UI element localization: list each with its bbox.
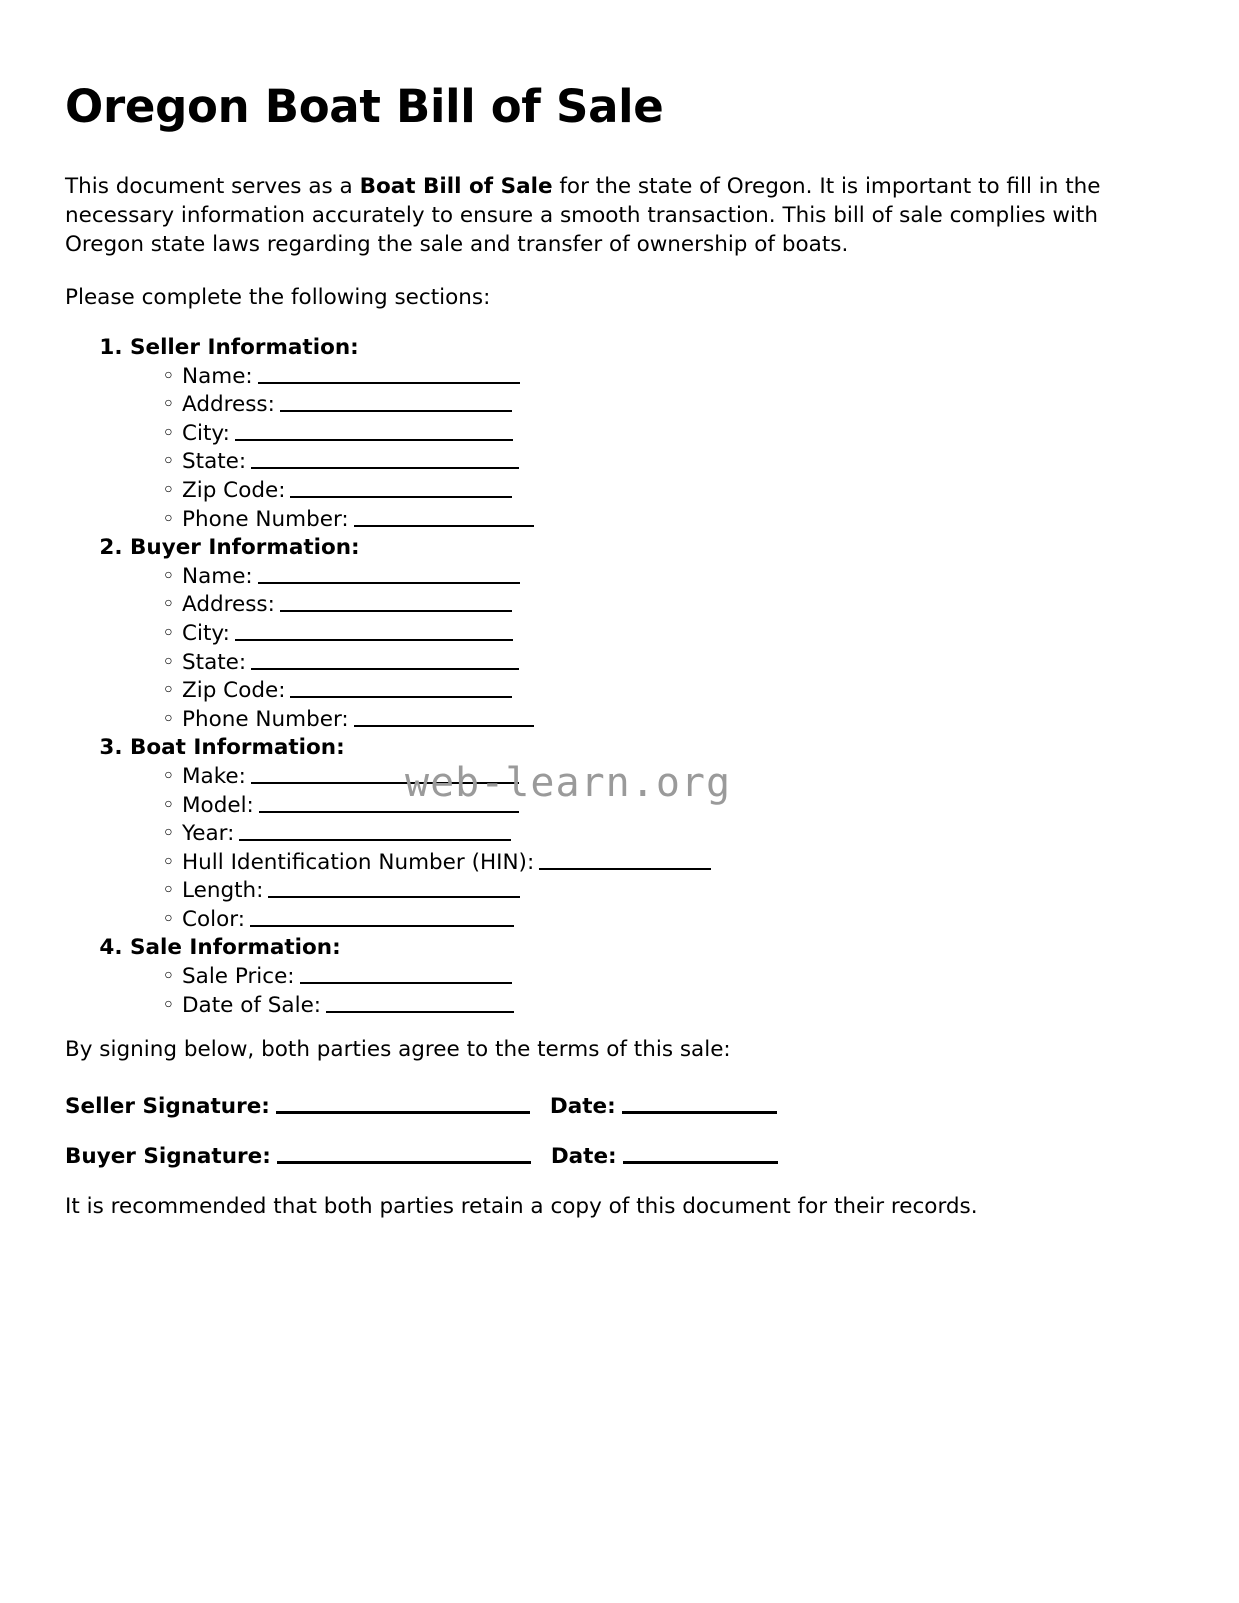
date-blank-line[interactable]: [622, 1094, 777, 1114]
field-row: [162, 763, 711, 792]
section-title: Sale Information:: [130, 935, 341, 961]
field-row: [162, 391, 711, 420]
field-blank-line[interactable]: [235, 621, 513, 641]
signature-blank-line[interactable]: [277, 1144, 531, 1164]
footer-note: It is recommended that both parties retain a copy of this document for their records.: [65, 1194, 978, 1219]
section-title: Seller Information:: [130, 335, 359, 360]
field-blank-line[interactable]: [354, 707, 534, 727]
field-label: Zip Code:: [182, 477, 286, 503]
field-row: [162, 963, 711, 992]
by-signing-text: By signing below, both parties agree to the terms of this sale:: [65, 1037, 731, 1062]
field-row: [162, 563, 711, 592]
field-blank-line[interactable]: [300, 964, 512, 984]
field-blank-line[interactable]: [251, 650, 519, 670]
field-label: Model:: [182, 792, 254, 818]
field-label: City:: [182, 420, 230, 446]
section-item: [130, 534, 711, 734]
field-blank-line[interactable]: [235, 421, 513, 441]
field-row: [162, 677, 711, 706]
sections-list: [98, 334, 711, 1020]
date-blank-line[interactable]: [623, 1144, 778, 1164]
section-item: [130, 334, 711, 534]
field-list: [130, 763, 711, 935]
watermark-text: web-learn.org: [405, 760, 732, 806]
field-row: [162, 706, 711, 735]
field-label: Zip Code:: [182, 678, 286, 704]
field-label: Hull Identification Number (HIN):: [182, 849, 535, 875]
signature-label: Seller Signature:: [65, 1094, 270, 1119]
field-label: Date of Sale:: [182, 992, 322, 1018]
field-blank-line[interactable]: [354, 507, 534, 527]
signature-blank-line[interactable]: [276, 1094, 530, 1114]
field-row: [162, 877, 711, 906]
field-row: [162, 363, 711, 392]
field-list: [130, 963, 711, 1020]
seller-signature-row: [65, 1092, 783, 1121]
field-row: [162, 620, 711, 649]
section-title: Buyer Information:: [130, 535, 360, 561]
intro-text-before: This document serves as a: [65, 174, 360, 199]
field-label: Phone Number:: [182, 506, 349, 532]
field-label: Color:: [182, 906, 245, 932]
intro-paragraph: [65, 172, 1140, 259]
buyer-signature-row: [65, 1142, 784, 1171]
field-label: Name:: [182, 363, 253, 389]
field-label: Make:: [182, 763, 246, 789]
field-label: State:: [182, 649, 247, 675]
field-list: [130, 363, 711, 535]
field-blank-line[interactable]: [280, 393, 512, 413]
field-row: [162, 420, 711, 449]
field-label: Sale Price:: [182, 964, 295, 990]
section-title: Boat Information:: [130, 735, 345, 761]
field-blank-line[interactable]: [250, 907, 514, 927]
field-blank-line[interactable]: [259, 793, 519, 813]
signature-label: Buyer Signature:: [65, 1144, 271, 1169]
field-blank-line[interactable]: [326, 993, 514, 1013]
field-row: [162, 792, 711, 821]
field-row: [162, 448, 711, 477]
field-blank-line[interactable]: [258, 364, 520, 384]
field-blank-line[interactable]: [539, 850, 711, 870]
field-blank-line[interactable]: [268, 879, 520, 899]
page-title: Oregon Boat Bill of Sale: [65, 80, 664, 133]
field-row: [162, 820, 711, 849]
field-label: Phone Number:: [182, 706, 349, 732]
field-label: Year:: [182, 821, 235, 847]
field-row: [162, 906, 711, 935]
field-label: Address:: [182, 392, 275, 418]
please-complete-text: Please complete the following sections:: [65, 285, 491, 310]
date-label: Date:: [550, 1144, 617, 1169]
field-label: Length:: [182, 878, 264, 904]
field-blank-line[interactable]: [290, 478, 512, 498]
field-row: [162, 649, 711, 678]
field-blank-line[interactable]: [290, 679, 512, 699]
field-blank-line[interactable]: [280, 593, 512, 613]
field-label: Name:: [182, 563, 253, 589]
field-blank-line[interactable]: [258, 564, 520, 584]
field-row: [162, 506, 711, 535]
field-row: [162, 992, 711, 1021]
intro-text-after: for the state of Oregon. It is important to fill in the necessary information accurately to ensure a smooth transaction. This bill of sale complies with Oregon state laws regarding the sale and transfer of ownership of boats.: [65, 174, 1101, 257]
date-label: Date:: [549, 1094, 616, 1119]
field-row: [162, 477, 711, 506]
field-row: [162, 591, 711, 620]
field-label: Address:: [182, 592, 275, 618]
field-blank-line[interactable]: [251, 764, 519, 784]
field-label: State:: [182, 449, 247, 475]
section-item: [130, 734, 711, 934]
intro-bold-term: Boat Bill of Sale: [359, 174, 553, 199]
field-blank-line[interactable]: [251, 450, 519, 470]
field-blank-line[interactable]: [239, 821, 511, 841]
section-item: [130, 934, 711, 1020]
field-label: City:: [182, 620, 230, 646]
field-row: [162, 849, 711, 878]
field-list: [130, 563, 711, 735]
